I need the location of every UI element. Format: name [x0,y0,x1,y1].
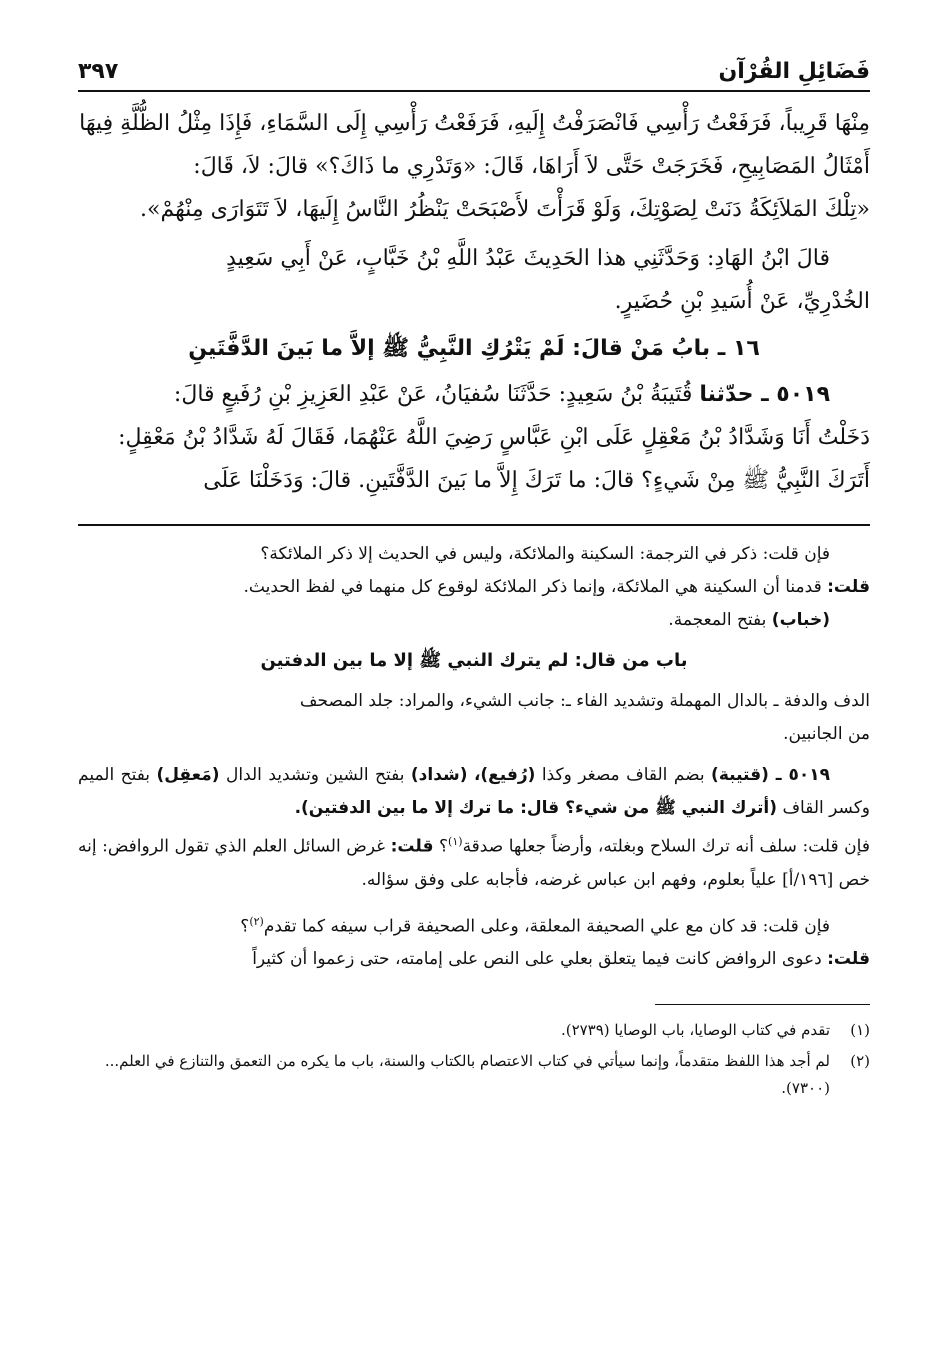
qult-label: قلت: [390,836,434,857]
footnote-ref[interactable]: (٢) [249,914,264,928]
term: (شداد) [410,765,468,785]
header-rule [78,90,870,92]
matn-line-text: قُتَيبَةُ بْنُ سَعِيدٍ: حَدَّثَنَا سُفيَانُ، عَنْ عَبْدِ العَزِيزِ بْنِ رُفَيعٍ قالَ: [173,382,693,407]
commentary [78,538,870,976]
quote: (أترك النبي ﷺ من شيء؟ قال: ما ترك إلا ما بين الدفتين). [294,798,778,818]
page [78,40,870,1106]
commentary-text: بفتح الشين وتشديد الدال [226,765,405,785]
section-divider [78,524,870,526]
term: (مَعقِل) [156,765,220,785]
commentary-paragraph [78,759,870,825]
matn-line: دَخَلْتُ أَنَا وَشَدَّادُ بْنُ مَعْقِلٍ عَلَى ابْنِ عَبَّاسٍ رَضِيَ اللَّهُ عَنْهُمَا، فَقَالَ لَهُ شَدَّادُ بْنُ مَعْقِلٍ: [118,425,870,450]
matn-line: الخُدْرِيِّ، عَنْ أُسَيدِ بْنِ حُضَيرٍ. [614,289,870,314]
commentary-text: بضم القاف مصغر وكذا [541,765,705,785]
commentary-line: فإن قلت: ذكر في الترجمة: السكينة والملائكة، وليس في الحديث إلا ذكر الملائكة؟ [260,544,830,564]
commentary-line [78,943,870,976]
matn-line: «تِلْكَ المَلاَئِكَةُ دَنَتْ لِصَوْتِكَ، وَلَوْ قَرَأْتَ لأَصْبَحَتْ يَنْظُرُ النَّاسُ إِلَيهَا، لاَ تَتَوَارَى مِنْهُمْ». [140,197,870,222]
footnote-number: (١) [850,1021,870,1040]
footnote [78,1048,870,1102]
matn-text [78,102,870,502]
matn-line: أَتَرَكَ النَّبِيُّ ﷺ مِنْ شَيءٍ؟ قالَ: ما تَرَكَ إِلاَّ ما بَينَ الدَّفَّتَينِ. قالَ: وَدَخَلْنَا عَلَى [203,468,870,493]
hadith-number: ٥٠١٩ ـ (قتيبة) [711,765,831,785]
footnote-rule [655,1004,870,1005]
commentary-line [78,571,870,604]
commentary-text: قدمنا أن السكينة هي الملائكة، وإنما ذكر الملائكة لوقوع كل منهما في لفظ الحديث. [243,577,822,597]
commentary-text: دعوى الروافض كانت فيما يتعلق بعلي على النص على إمامته، حتى زعموا أن كثيراً [252,949,822,970]
commentary-paragraph [78,825,870,897]
page-number: ٣٩٧ [78,59,119,84]
commentary-line: من الجانبين. [783,724,870,744]
commentary-text: فإن قلت: قد كان مع علي الصحيفة المعلقة، وعلى الصحيفة قراب سيفه كما تقدم [263,916,830,937]
chapter-heading: ١٦ ـ بابُ مَنْ قالَ: لَمْ يَتْرُكِ النَّبِيُّ ﷺ إلاَّ ما بَينَ الدَّفَّتَينِ [188,336,760,361]
hadith-number: ٥٠١٩ ـ حدّثنا [699,382,830,407]
commentary-text: بفتح الميم وكسر القاف [78,765,870,818]
commentary-text: فإن قلت: سلف أنه ترك السلاح وبغلته، وأرضاً جعلها صدقة [462,836,870,857]
book-title: فَضَائِلِ القُرْآن [718,59,870,84]
commentary-line: الدف والدفة ـ بالدال المهملة وتشديد الفاء ـ: جانب الشيء، والمراد: جلد المصحف [299,691,870,711]
term: (خباب) [771,610,830,630]
matn-line: قالَ ابْنُ الهَادِ: وَحَدَّثَنِي هذا الحَدِيثَ عَبْدُ اللَّهِ بْنُ خَبَّابٍ، عَنْ أَبِي سَعِيدٍ [226,246,830,271]
matn-line: مِنْهَا قَرِيباً، فَرَفَعْتُ رَأْسِي فَانْصَرَفْتُ إِلَيهِ، فَرَفَعْتُ رَأْسِي إِلَى السَّمَاءِ، فَإِذَا مِثْلُ الظُّلَّةِ فِيهَا [79,111,870,136]
commentary-text: بفتح المعجمة. [668,610,767,630]
footnote-text: لم أجد هذا اللفظ متقدماً، وإنما سيأتي في كتاب الاعتصام بالكتاب والسنة، باب ما يكره من التعمق والتنازع في العلم... (٧٣٠٠). [104,1052,830,1098]
commentary-paragraph [78,905,870,944]
term: (رُفيع)، [473,765,536,785]
qult-label: قلت: [827,949,870,970]
punct: ؟ [240,916,250,937]
matn-line [78,373,870,416]
footnote-ref[interactable]: (١) [448,835,463,848]
footnotes [78,1017,870,1102]
footnote [78,1017,870,1044]
matn-line: أَمْثَالُ المَصَابِيحِ، فَخَرَجَتْ حَتَّى لاَ أَرَاهَا، قَالَ: «وَتَدْرِي ما ذَاكَ؟» قالَ: لاَ، قَالَ: [193,154,870,179]
commentary-line [78,604,870,637]
commentary-chapter-heading: باب من قال: لم يترك النبي ﷺ إلا ما بين الدفتين [260,650,688,671]
commentary-text: غرض السائل العلم الذي تقول الروافض: إنه خص [١٩٦/أ] علياً بعلوم، وفهم ابن عباس غرضه، فأجابه على وفق سؤاله. [78,836,870,890]
footnote-number: (٢) [850,1052,870,1071]
footnote-text: تقدم في كتاب الوصايا، باب الوصايا (٢٧٣٩). [560,1021,830,1040]
page-header [78,40,870,84]
punct: ؟ [439,836,449,857]
qult-label: قلت: [827,577,870,597]
